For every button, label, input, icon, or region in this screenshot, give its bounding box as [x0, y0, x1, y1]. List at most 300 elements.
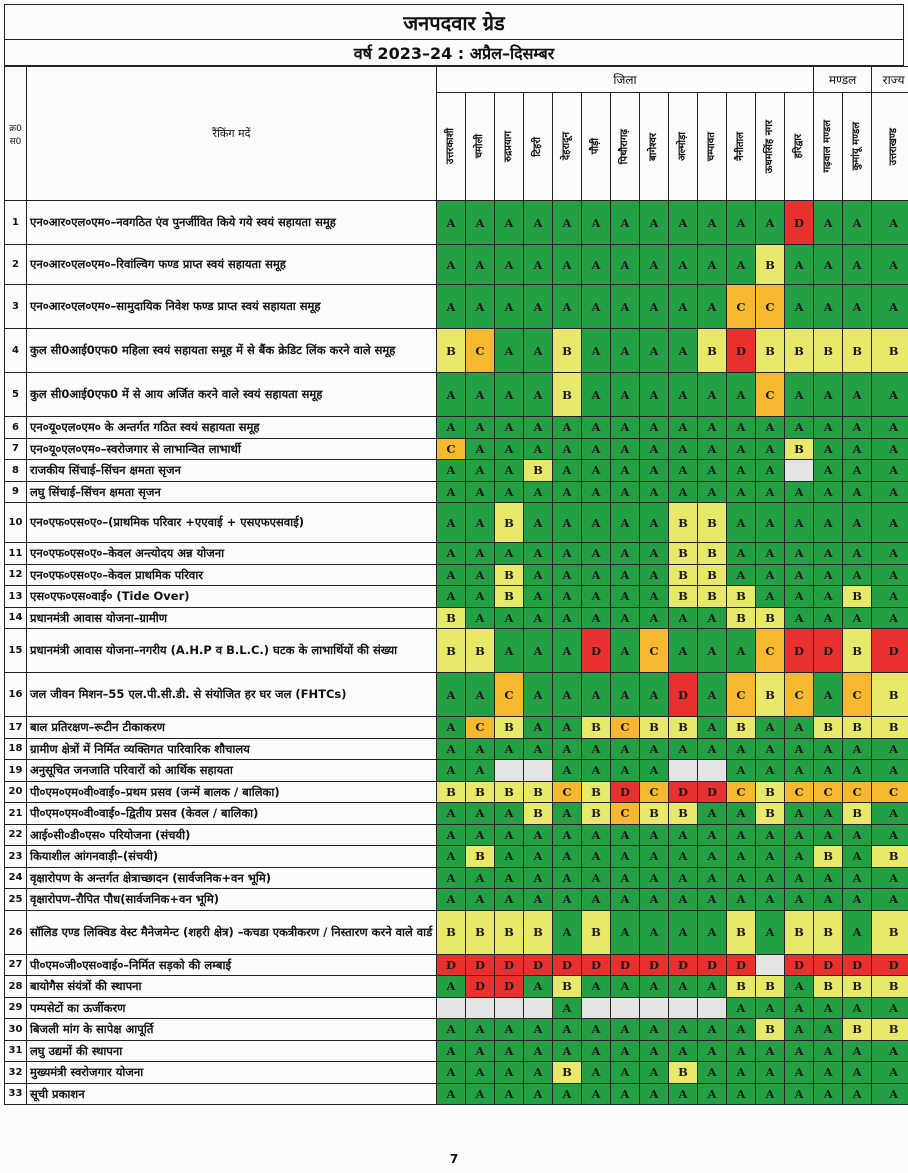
- grade-cell: A: [524, 373, 553, 417]
- column-header: [785, 93, 814, 201]
- row-item-label: एन०आर०एल०एम०–नवगठित एंव पुनर्जीवित किये गये स्वयं सहायता समूह: [27, 201, 437, 245]
- grade-cell: [756, 954, 785, 976]
- grade-cell: A: [466, 564, 495, 586]
- grade-cell: A: [495, 543, 524, 565]
- row-sno: 17: [5, 717, 27, 739]
- column-header: [640, 93, 669, 201]
- table-row: [5, 867, 908, 889]
- grade-cell: A: [698, 438, 727, 460]
- grade-cell: A: [698, 201, 727, 245]
- grade-cell: A: [756, 586, 785, 608]
- grade-cell: A: [727, 543, 756, 565]
- table-row: [5, 803, 908, 825]
- grade-cell: A: [495, 460, 524, 482]
- grade-cell: A: [814, 417, 843, 439]
- grade-cell: B: [524, 910, 553, 954]
- grade-cell: A: [495, 629, 524, 673]
- grade-cell: D: [466, 954, 495, 976]
- grade-cell: A: [814, 245, 843, 285]
- grade-cell: A: [756, 910, 785, 954]
- grade-cell: B: [524, 803, 553, 825]
- grade-cell: A: [785, 738, 814, 760]
- grade-cell: A: [640, 607, 669, 629]
- row-sno: 15: [5, 629, 27, 673]
- row-sno: 25: [5, 889, 27, 911]
- grade-cell: A: [553, 803, 582, 825]
- grade-cell: [785, 460, 814, 482]
- grade-cell: B: [669, 503, 698, 543]
- table-row: [5, 760, 908, 782]
- grade-cell: [582, 997, 611, 1019]
- grade-cell: A: [872, 824, 908, 846]
- page-title: जनपदवार ग्रेड: [4, 4, 904, 40]
- grade-cell: A: [785, 586, 814, 608]
- grade-cell: A: [437, 481, 466, 503]
- row-item-label: लघु सिंचाई–सिंचन क्षमता सृजन: [27, 481, 437, 503]
- table-row: [5, 245, 908, 285]
- grade-cell: A: [872, 760, 908, 782]
- grade-cell: B: [698, 543, 727, 565]
- grade-cell: A: [582, 673, 611, 717]
- grade-cell: [437, 997, 466, 1019]
- grade-cell: A: [640, 564, 669, 586]
- grade-cell: A: [437, 824, 466, 846]
- grade-cell: A: [872, 460, 908, 482]
- grade-cell: A: [524, 329, 553, 373]
- grade-cell: A: [785, 1019, 814, 1041]
- grade-cell: A: [640, 460, 669, 482]
- grade-cell: A: [727, 373, 756, 417]
- grade-cell: A: [814, 543, 843, 565]
- grade-cell: A: [437, 460, 466, 482]
- row-sno: 30: [5, 1019, 27, 1041]
- grade-cell: B: [669, 1062, 698, 1084]
- grade-cell: A: [611, 910, 640, 954]
- grade-cell: A: [611, 976, 640, 998]
- grade-cell: A: [843, 373, 872, 417]
- grade-cell: A: [495, 1040, 524, 1062]
- grade-cell: A: [524, 629, 553, 673]
- grade-cell: A: [727, 1083, 756, 1105]
- grade-cell: [495, 760, 524, 782]
- grade-cell: B: [669, 717, 698, 739]
- grade-cell: A: [843, 503, 872, 543]
- grade-cell: A: [727, 503, 756, 543]
- grade-cell: A: [640, 1019, 669, 1041]
- grade-cell: A: [582, 846, 611, 868]
- grade-cell: A: [582, 201, 611, 245]
- grade-cell: A: [553, 717, 582, 739]
- grade-cell: A: [437, 717, 466, 739]
- grade-cell: A: [756, 1062, 785, 1084]
- grade-cell: A: [669, 481, 698, 503]
- grade-cell: B: [698, 586, 727, 608]
- grade-cell: A: [495, 481, 524, 503]
- grade-cell: A: [437, 503, 466, 543]
- grade-cell: A: [814, 1019, 843, 1041]
- page-subtitle: वर्ष 2023–24 : अप्रैल–दिसम्बर: [4, 40, 904, 66]
- grade-cell: A: [582, 1019, 611, 1041]
- grade-cell: A: [640, 329, 669, 373]
- table-row: [5, 460, 908, 482]
- grade-cell: A: [872, 586, 908, 608]
- column-header: [727, 93, 756, 201]
- grade-cell: C: [785, 781, 814, 803]
- grade-cell: C: [553, 781, 582, 803]
- grade-cell: B: [872, 673, 908, 717]
- row-sno: 28: [5, 976, 27, 998]
- grade-cell: A: [814, 460, 843, 482]
- grade-cell: A: [727, 1040, 756, 1062]
- grade-cell: B: [582, 717, 611, 739]
- grade-cell: A: [495, 329, 524, 373]
- grade-cell: A: [640, 1083, 669, 1105]
- grade-cell: A: [640, 373, 669, 417]
- grade-cell: A: [466, 607, 495, 629]
- grade-cell: A: [698, 1062, 727, 1084]
- row-item-label: प्रधानमंत्री आवास योजना–ग्रामीण: [27, 607, 437, 629]
- grade-cell: A: [843, 867, 872, 889]
- grade-cell: A: [524, 717, 553, 739]
- row-item-label: वृक्षारोपण के अन्तर्गत क्षेत्राच्छादन (सार्वजनिक+वन भूमि): [27, 867, 437, 889]
- grade-cell: B: [727, 717, 756, 739]
- grade-cell: A: [727, 846, 756, 868]
- grade-cell: A: [611, 201, 640, 245]
- grade-cell: A: [437, 867, 466, 889]
- grade-cell: A: [843, 910, 872, 954]
- row-item-label: लघु उद्यमों की स्थापना: [27, 1040, 437, 1062]
- grade-cell: A: [524, 285, 553, 329]
- grade-cell: A: [524, 503, 553, 543]
- grade-cell: A: [582, 543, 611, 565]
- grade-cell: A: [582, 245, 611, 285]
- grade-cell: A: [582, 438, 611, 460]
- grade-cell: A: [727, 629, 756, 673]
- grade-cell: A: [437, 564, 466, 586]
- grade-cell: A: [872, 997, 908, 1019]
- grade-cell: C: [756, 629, 785, 673]
- grade-cell: A: [843, 1062, 872, 1084]
- grade-cell: C: [756, 285, 785, 329]
- grade-cell: A: [495, 1062, 524, 1084]
- grade-cell: B: [756, 1019, 785, 1041]
- grade-cell: A: [524, 867, 553, 889]
- grade-cell: A: [756, 997, 785, 1019]
- grade-cell: A: [872, 438, 908, 460]
- column-header: [524, 93, 553, 201]
- grade-cell: A: [785, 997, 814, 1019]
- column-header-label: उत्तराखण्ड: [887, 127, 899, 166]
- grade-cell: A: [466, 1062, 495, 1084]
- grade-cell: A: [843, 824, 872, 846]
- grade-cell: A: [785, 245, 814, 285]
- grade-cell: A: [524, 586, 553, 608]
- grade-cell: B: [843, 1019, 872, 1041]
- grade-cell: D: [814, 954, 843, 976]
- grade-cell: A: [872, 245, 908, 285]
- grade-cell: A: [698, 460, 727, 482]
- grade-cell: A: [698, 245, 727, 285]
- grade-cell: B: [582, 803, 611, 825]
- grade-cell: A: [785, 503, 814, 543]
- grade-cell: A: [582, 1062, 611, 1084]
- grade-cell: A: [727, 997, 756, 1019]
- grade-cell: A: [611, 1062, 640, 1084]
- grade-cell: B: [872, 1019, 908, 1041]
- row-sno: 31: [5, 1040, 27, 1062]
- grade-cell: C: [785, 673, 814, 717]
- grade-cell: B: [727, 910, 756, 954]
- grade-cell: A: [553, 543, 582, 565]
- grade-cell: A: [437, 201, 466, 245]
- grade-cell: A: [611, 867, 640, 889]
- grade-cell: A: [640, 824, 669, 846]
- table-row: [5, 285, 908, 329]
- grade-cell: D: [698, 954, 727, 976]
- grade-cell: B: [524, 460, 553, 482]
- grade-cell: B: [669, 564, 698, 586]
- grade-cell: A: [727, 245, 756, 285]
- grade-cell: A: [553, 460, 582, 482]
- column-header-label: हरिद्वार: [793, 134, 805, 159]
- column-header-label: पौड़ी: [590, 138, 601, 155]
- grade-cell: B: [814, 329, 843, 373]
- row-item-label: मुख्यमंत्री स्वरोजगार योजना: [27, 1062, 437, 1084]
- grade-cell: A: [611, 460, 640, 482]
- grade-cell: A: [524, 245, 553, 285]
- grade-cell: A: [727, 760, 756, 782]
- grade-cell: A: [611, 1019, 640, 1041]
- row-item-label: एन०आर०एल०एम०–रिवांल्विग फण्ड प्राप्त स्वयं सहायता समूह: [27, 245, 437, 285]
- grade-cell: C: [495, 673, 524, 717]
- grade-cell: A: [698, 373, 727, 417]
- grade-cell: A: [698, 889, 727, 911]
- row-sno: 21: [5, 803, 27, 825]
- grade-cell: B: [756, 976, 785, 998]
- grade-cell: A: [582, 586, 611, 608]
- grade-cell: A: [814, 607, 843, 629]
- row-item-label: बाल प्रतिरक्षण–रूटीन टीकाकरण: [27, 717, 437, 739]
- column-header: [756, 93, 785, 201]
- row-item-label: एस०एफ०एस०वाई० (Tide Over): [27, 586, 437, 608]
- grade-cell: A: [843, 997, 872, 1019]
- grade-cell: D: [553, 954, 582, 976]
- grade-cell: A: [640, 543, 669, 565]
- grade-cell: A: [611, 1083, 640, 1105]
- grade-cell: A: [698, 1040, 727, 1062]
- table-row: [5, 1062, 908, 1084]
- grade-cell: A: [843, 481, 872, 503]
- table-row: [5, 1019, 908, 1041]
- grade-cell: A: [872, 1062, 908, 1084]
- grade-cell: A: [466, 586, 495, 608]
- grade-cell: A: [495, 417, 524, 439]
- grade-cell: A: [872, 481, 908, 503]
- row-item-label: एन०आर०एल०एम०–सामुदायिक निवेश फण्ड प्राप्त स्वयं सहायता समूह: [27, 285, 437, 329]
- grade-cell: A: [524, 976, 553, 998]
- grade-cell: A: [495, 738, 524, 760]
- column-header: [582, 93, 611, 201]
- grade-cell: A: [727, 889, 756, 911]
- grade-cell: A: [756, 760, 785, 782]
- grade-cell: A: [756, 867, 785, 889]
- grade-cell: A: [437, 846, 466, 868]
- row-sno: 10: [5, 503, 27, 543]
- grade-cell: A: [495, 1083, 524, 1105]
- grade-cell: A: [785, 846, 814, 868]
- grade-cell: A: [785, 976, 814, 998]
- grade-cell: A: [843, 285, 872, 329]
- grade-cell: A: [698, 717, 727, 739]
- grade-cell: A: [582, 417, 611, 439]
- column-header: [814, 93, 843, 201]
- grade-cell: A: [553, 564, 582, 586]
- grade-cell: B: [785, 910, 814, 954]
- grade-cell: A: [611, 760, 640, 782]
- grade-cell: A: [524, 1019, 553, 1041]
- table-row: [5, 481, 908, 503]
- grade-cell: B: [437, 329, 466, 373]
- grade-cell: A: [437, 673, 466, 717]
- grade-cell: A: [495, 824, 524, 846]
- grade-cell: A: [872, 285, 908, 329]
- grade-cell: A: [814, 824, 843, 846]
- grade-cell: B: [495, 564, 524, 586]
- grade-cell: A: [756, 564, 785, 586]
- grade-cell: D: [785, 201, 814, 245]
- grade-cell: A: [553, 760, 582, 782]
- grade-cell: D: [611, 954, 640, 976]
- grade-cell: B: [872, 910, 908, 954]
- grade-cell: A: [524, 1062, 553, 1084]
- grade-cell: A: [785, 824, 814, 846]
- grade-cell: B: [756, 329, 785, 373]
- header-sno: क्र0 स0: [5, 67, 27, 201]
- grade-cell: A: [785, 889, 814, 911]
- grade-cell: B: [872, 976, 908, 998]
- table-row: [5, 1083, 908, 1105]
- grade-cell: D: [872, 954, 908, 976]
- grade-cell: A: [495, 607, 524, 629]
- grade-cell: B: [466, 910, 495, 954]
- grade-cell: A: [466, 1083, 495, 1105]
- grade-cell: D: [640, 954, 669, 976]
- grade-cell: A: [437, 1019, 466, 1041]
- grade-cell: A: [756, 481, 785, 503]
- grade-cell: A: [814, 867, 843, 889]
- grade-cell: A: [582, 460, 611, 482]
- grade-cell: A: [785, 760, 814, 782]
- grade-cell: A: [669, 1019, 698, 1041]
- grade-cell: A: [669, 373, 698, 417]
- row-sno: 8: [5, 460, 27, 482]
- grade-cell: B: [495, 717, 524, 739]
- grade-cell: B: [553, 1062, 582, 1084]
- row-item-label: कियाशील आंगनवाड़ी–(संचयी): [27, 846, 437, 868]
- grade-cell: D: [669, 673, 698, 717]
- grade-cell: A: [814, 1040, 843, 1062]
- grade-cell: A: [756, 438, 785, 460]
- grade-cell: B: [582, 781, 611, 803]
- grade-cell: A: [582, 738, 611, 760]
- grade-cell: D: [495, 954, 524, 976]
- grade-cell: A: [669, 824, 698, 846]
- grade-cell: A: [466, 1019, 495, 1041]
- grade-cell: A: [872, 607, 908, 629]
- row-item-label: आई०सी०डी०एस० परियोजना (संचयी): [27, 824, 437, 846]
- row-sno: 18: [5, 738, 27, 760]
- grade-cell: A: [872, 373, 908, 417]
- grade-cell: A: [640, 673, 669, 717]
- grade-cell: A: [872, 1040, 908, 1062]
- row-item-label: सॉलिड एण्ड लिक्विड वेस्ट मैनेजमेन्ट (शहरी क्षेत्र) –कचडा एकत्रीकरण / निस्तारण करने वाले वार्ड: [27, 910, 437, 954]
- table-row: [5, 586, 908, 608]
- grade-cell: D: [843, 954, 872, 976]
- grade-cell: C: [611, 803, 640, 825]
- grade-cell: A: [466, 438, 495, 460]
- grade-cell: C: [640, 781, 669, 803]
- column-header-label: ऊधमसिंह नगर: [764, 119, 775, 174]
- grade-cell: D: [437, 954, 466, 976]
- grade-cell: D: [582, 629, 611, 673]
- grade-cell: B: [524, 781, 553, 803]
- table-row: [5, 629, 908, 673]
- grade-cell: A: [640, 586, 669, 608]
- grade-cell: A: [524, 824, 553, 846]
- grade-cell: A: [611, 438, 640, 460]
- grade-cell: A: [843, 1083, 872, 1105]
- grade-cell: C: [727, 673, 756, 717]
- grade-cell: A: [785, 717, 814, 739]
- grade-cell: A: [669, 976, 698, 998]
- grade-cell: A: [669, 846, 698, 868]
- grade-cell: A: [872, 1083, 908, 1105]
- grade-cell: D: [669, 781, 698, 803]
- grade-cell: A: [437, 1083, 466, 1105]
- grade-cell: A: [727, 824, 756, 846]
- grade-cell: A: [698, 481, 727, 503]
- row-item-label: पम्पसेटों का ऊर्जीकरण: [27, 997, 437, 1019]
- row-item-label: सूची प्रकाशन: [27, 1083, 437, 1105]
- column-header: [495, 93, 524, 201]
- grade-cell: A: [843, 607, 872, 629]
- grade-cell: B: [843, 976, 872, 998]
- grade-cell: A: [466, 201, 495, 245]
- grade-cell: A: [756, 1083, 785, 1105]
- table-row: [5, 997, 908, 1019]
- grade-cell: A: [611, 503, 640, 543]
- grade-cell: B: [843, 329, 872, 373]
- grade-cell: A: [553, 438, 582, 460]
- column-header-label: बागेश्वर: [648, 132, 659, 161]
- header-district-group: जिला: [437, 67, 814, 93]
- grade-cell: B: [814, 717, 843, 739]
- grade-cell: B: [785, 438, 814, 460]
- grade-cell: A: [553, 824, 582, 846]
- grade-cell: A: [495, 889, 524, 911]
- grade-cell: A: [582, 373, 611, 417]
- column-header-label: चम्पावत: [706, 131, 717, 162]
- grade-cell: A: [611, 673, 640, 717]
- grade-cell: [669, 997, 698, 1019]
- grade-cell: A: [553, 1040, 582, 1062]
- grade-cell: A: [495, 1019, 524, 1041]
- grade-cell: A: [466, 867, 495, 889]
- grade-cell: A: [698, 629, 727, 673]
- grade-cell: A: [611, 285, 640, 329]
- grade-cell: [466, 997, 495, 1019]
- grade-cell: A: [582, 976, 611, 998]
